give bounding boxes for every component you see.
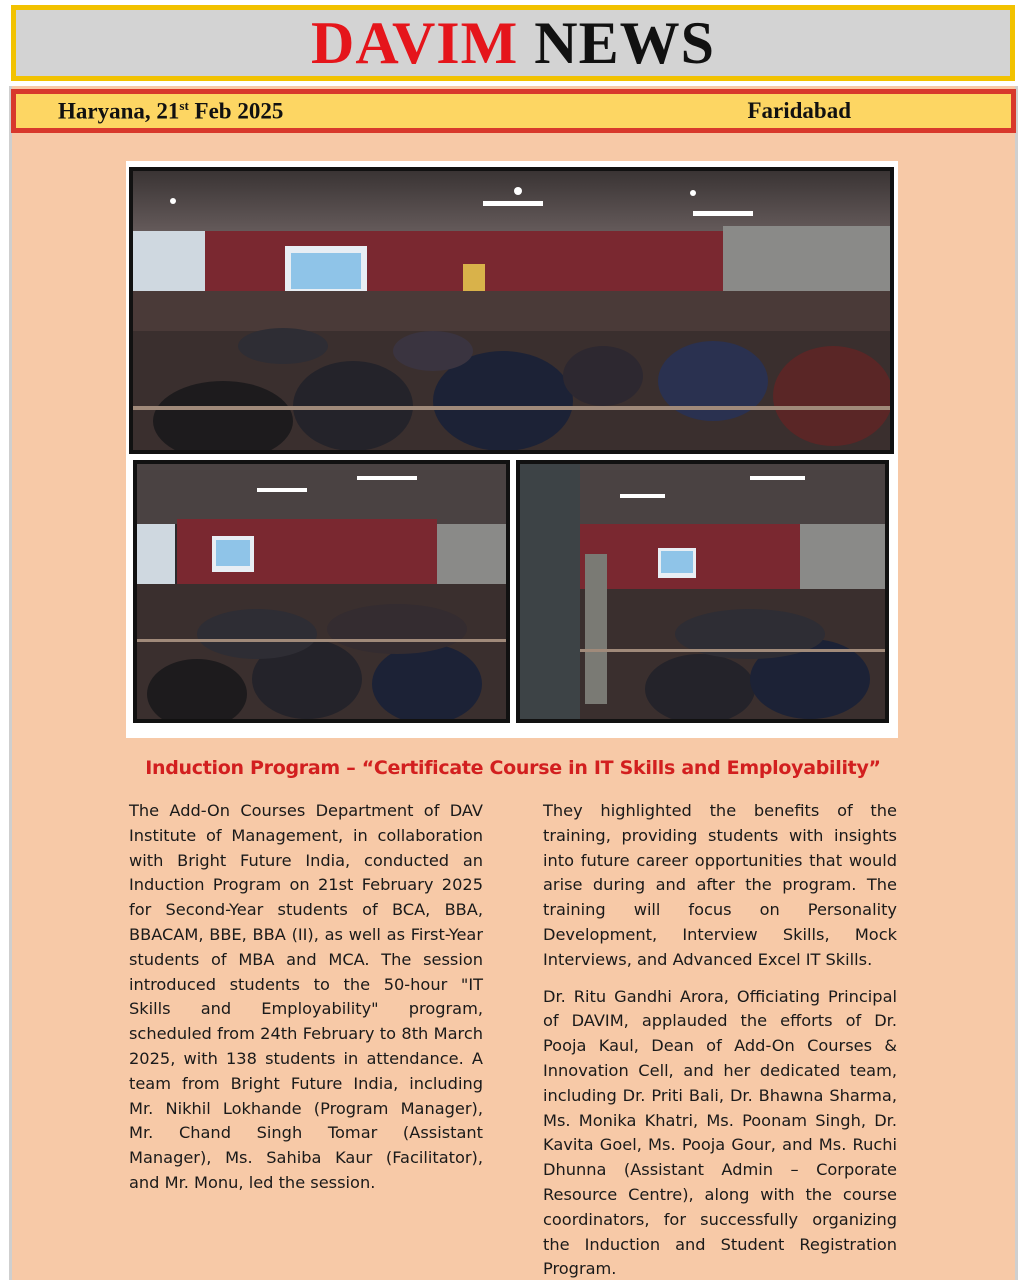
dateline-date	[58, 98, 283, 125]
dateline-month-year: Feb 2025	[188, 98, 284, 124]
paragraph: They highlighted the benefits of the training, providing students with insights into future career opportunities that would arise during and after the program. The training will focus on Personality Development, Interview Skills, Mock Interviews, and Advanced Excel IT Skills.	[543, 801, 897, 969]
title-davim: DAVIM	[311, 10, 519, 76]
newsletter-title	[311, 10, 715, 76]
dateline-city: Faridabad	[747, 98, 851, 123]
auditorium-left-photo	[133, 460, 510, 723]
masthead	[11, 5, 1015, 81]
article-column-left	[129, 799, 483, 1196]
dateline-ordinal: st	[179, 97, 189, 113]
auditorium-wide-photo	[129, 167, 894, 454]
article-column-right	[543, 799, 897, 1280]
dateline-band	[11, 89, 1016, 133]
dateline-location: Haryana, 21	[58, 98, 180, 124]
title-news: NEWS	[534, 10, 715, 76]
paragraph: The Add-On Courses Department of DAV Institute of Management, in collaboration with Bright Future India, conducted an Induction Program on 21st February 2025 for Second-Year students of BCA, BBA, BBACAM, BBE, BBA (II), as well as First-Year students of MBA and MCA. The session introduced students to the 50-hour "IT Skills and Employability" program, scheduled from 24th February to 8th March 2025, with 138 students in attendance. A team from Bright Future India, including Mr. Nikhil Lokhande (Program Manager), Mr. Chand Singh Tomar (Assistant Manager), Ms. Sahiba Kaur (Facilitator), and Mr. Monu, led the session.	[129, 801, 483, 1192]
photo-panel	[126, 161, 898, 738]
paragraph: Dr. Ritu Gandhi Arora, Officiating Principal of DAVIM, applauded the efforts of Dr. Pooja Kaul, Dean of Add-On Courses & Innovation Cell, and her dedicated team, including Dr. Priti Bali, Dr. Bhawna Sharma, Ms. Monika Khatri, Ms. Poonam Singh, Dr. Kavita Goel, Ms. Pooja Gour, and Ms. Ruchi Dhunna (Assistant Admin – Corporate Resource Centre), along with the course coordinators, for successfully organizing the Induction and Student Registration Program.	[543, 986, 897, 1279]
article-headline: Induction Program – “Certificate Course in IT Skills and Employability”	[145, 757, 881, 779]
auditorium-right-photo	[516, 460, 889, 723]
